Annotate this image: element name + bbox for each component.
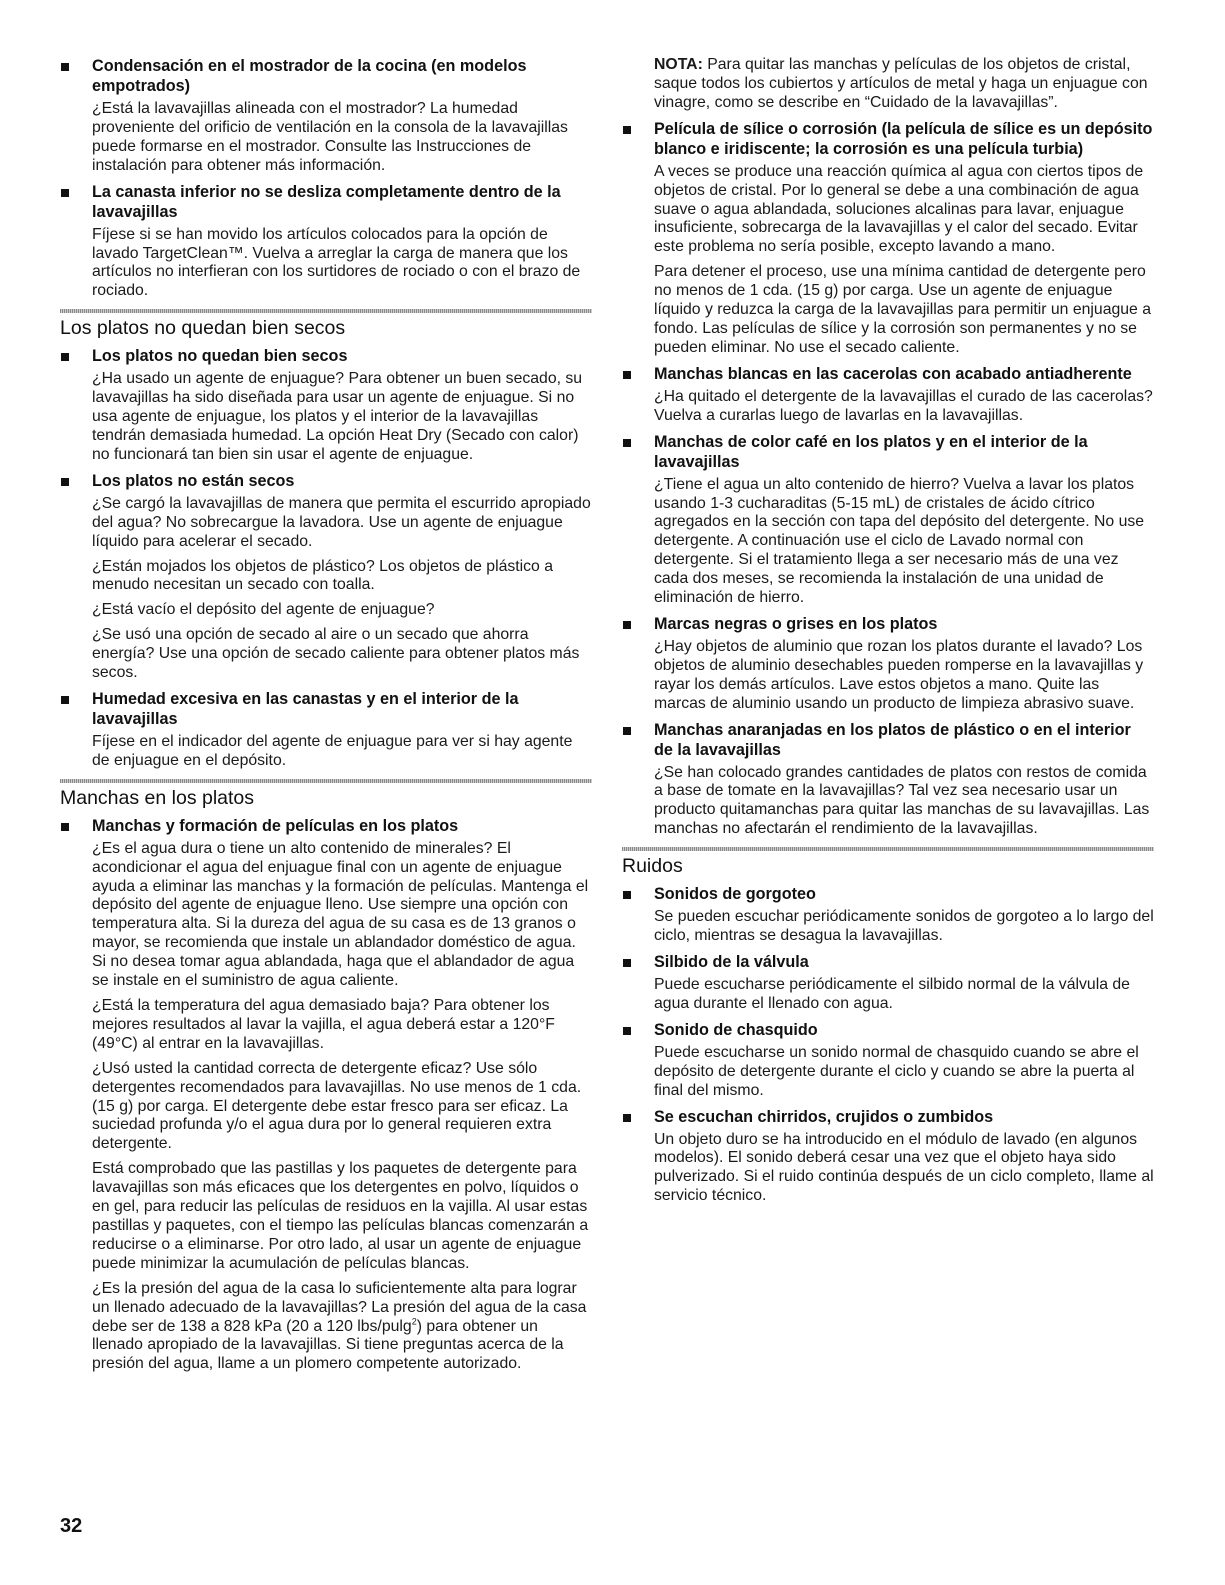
section-title: Manchas en los platos: [60, 786, 255, 809]
item-paragraph: Se pueden escuchar periódicamente sonidos de gorgoteo a lo largo del ciclo, mientras se desagua la lavavajillas.: [654, 908, 1154, 945]
item-paragraph: ¿Hay objetos de aluminio que rozan los platos durante el lavado? Los objetos de aluminio desechables pueden romperse en la lavavajillas y rayar los demás artículos. Lave estos objetos a mano. Quite las marcas de aluminio usando un producto de limpieza abrasivo suave.: [654, 637, 1144, 712]
item-paragraph: ¿Está la lavavajillas alineada con el mostrador? La humedad proveniente del orificio de ventilación en la consola de la lavavajillas puede formarse en el mostrador. Consulte las Instrucciones de instalación para obtener más información.: [92, 100, 568, 174]
item-paragraph: ¿Ha usado un agente de enjuague? Para obtener un buen secado, su lavavajillas ha sido diseñada para usar un agente de enjuague. Si no usa agente de enjuague, los platos y el interior de la lavavajillas tendrán demasiada humedad. La opción Heat Dry (Secado con calor) no funcionará tan bien sin usar el agente de enjuague.: [92, 370, 583, 463]
item-title: Humedad excesiva en las canastas y en el interior de la lavavajillas: [92, 689, 519, 728]
right-column: [622, 56, 1154, 1214]
section-divider: [60, 309, 592, 313]
item-title: Manchas blancas en las cacerolas con acabado antiadherente: [654, 364, 1132, 383]
item-paragraph: Fíjese si se han movido los artículos colocados para la opción de lavado TargetClean™. Vuelva a arreglar la carga de manera que los artículos no interfieran con los surtidores de rociado o con el brazo de rociado.: [92, 225, 581, 300]
square-bullet-icon: [61, 353, 69, 361]
troubleshoot-item: [622, 952, 1154, 1014]
item-title: Sonido de chasquido: [654, 1020, 818, 1039]
note-paragraph: [654, 56, 1154, 113]
square-bullet-icon: [623, 371, 631, 379]
section-title: Los platos no quedan bien secos: [60, 317, 346, 340]
item-paragraph: ¿Están mojados los objetos de plástico? Los objetos de plástico a menudo necesitan un secado con toalla.: [92, 557, 554, 594]
square-bullet-icon: [623, 1027, 631, 1035]
troubleshoot-item: [60, 182, 592, 302]
item-title: Sonidos de gorgoteo: [654, 885, 816, 904]
troubleshoot-item: [622, 1107, 1154, 1207]
note-text: Para quitar las manchas y películas de los objetos de cristal, saque todos los cubiertos y artículos de metal y haga un enjuague con vinagre, como se describe en “Cuidado de la lavavajillas”.: [654, 56, 1148, 111]
section-divider: [60, 779, 592, 783]
square-bullet-icon: [61, 63, 69, 71]
square-bullet-icon: [623, 891, 631, 899]
item-title: Película de sílice o corrosión (la película de sílice es un depósito blanco e iridiscente; la corrosión es una película turbia): [654, 119, 1153, 158]
troubleshoot-item: [60, 56, 592, 176]
item-title: Manchas y formación de películas en los platos: [92, 816, 459, 835]
item-paragraph: Puede escucharse un sonido normal de chasquido cuando se abre el depósito de detergente durante el ciclo y cuando se abre la puerta al final del mismo.: [654, 1043, 1139, 1099]
item-title: Los platos no quedan bien secos: [92, 347, 348, 366]
item-title: Marcas negras o grises en los platos: [654, 614, 938, 633]
pressure-text-after: ) para obtener un llenado apropiado de la lavavajillas. Si tiene preguntas acerca de la presión del agua, llame a un plomero competente autorizado.: [92, 1317, 564, 1373]
item-paragraph: ¿Está vacío el depósito del agente de enjuague?: [92, 601, 435, 619]
note-label: NOTA:: [654, 56, 703, 73]
section-noises: [622, 847, 1154, 1206]
item-paragraph: ¿Usó usted la cantidad correcta de detergente eficaz? Use sólo detergentes recomendados para lavavajillas. No use menos de 1 cda. (15 g) por carga. El detergente debe estar fresco para ser eficaz. La suciedad profunda y/o el agua dura por lo general requieren extra detergente.: [92, 1059, 582, 1153]
square-bullet-icon: [623, 621, 631, 629]
item-paragraph: Fíjese en el indicador del agente de enjuague para ver si hay agente de enjuague en el depósito.: [92, 732, 573, 769]
item-paragraph: ¿Se cargó la lavavajillas de manera que permita el escurrido apropiado del agua? No sobrecargue la lavadora. Use un agente de enjuague líquido para acelerar el secado.: [92, 494, 591, 550]
troubleshoot-item: [60, 346, 592, 465]
square-bullet-icon: [61, 478, 69, 486]
troubleshoot-item: [622, 364, 1154, 426]
item-title: Manchas de color café en los platos y en el interior de la lavavajillas: [654, 432, 1088, 471]
item-paragraph: ¿Se han colocado grandes cantidades de platos con restos de comida a base de tomate en la lavavajillas? Tal vez sea necesario usar un producto quitamanchas para quitar las manchas de su lavavajillas. Las manchas no afectarán el rendimiento de la lavavajillas.: [654, 763, 1150, 838]
troubleshoot-item: [622, 884, 1154, 946]
square-bullet-icon: [623, 126, 631, 134]
square-bullet-icon: [61, 189, 69, 197]
item-paragraph: ¿Tiene el agua un alto contenido de hierro? Vuelva a lavar los platos usando 1-3 cucharaditas (5-15 mL) de cristales de ácido cítrico agregados en la sección con tapa del depósito del detergente. No use detergente. A continuación use el ciclo de Lavado normal con detergente. Si el tratamiento llega a ser necesario más de una vez cada dos meses, se recomienda la instalación de una unidad de eliminación de hierro.: [654, 475, 1145, 607]
item-title: Se escuchan chirridos, crujidos o zumbidos: [654, 1107, 994, 1126]
troubleshoot-item: [622, 720, 1154, 840]
troubleshoot-item: [622, 119, 1154, 358]
troubleshoot-item: [60, 689, 592, 771]
item-title: Los platos no están secos: [92, 471, 295, 490]
square-bullet-icon: [61, 696, 69, 704]
water-pressure-paragraph: [92, 1280, 592, 1375]
square-bullet-icon: [623, 1114, 631, 1122]
item-paragraph: Puede escucharse periódicamente el silbido normal de la válvula de agua durante el llenado con agua.: [654, 976, 1130, 1012]
section-divider: [622, 847, 1154, 851]
troubleshoot-item: [60, 816, 592, 1374]
item-paragraph: Un objeto duro se ha introducido en el módulo de lavado (en algunos modelos). El sonido deberá cesar una vez que el objeto haya sido pulverizado. Si el ruido continúa después de un ciclo completo, llame al servicio técnico.: [654, 1130, 1154, 1205]
square-bullet-icon: [623, 959, 631, 967]
item-paragraph: ¿Está la temperatura del agua demasiado baja? Para obtener los mejores resultados al lavar la vajilla, el agua deberá estar a 120°F (49°C) al entrar en la lavavajillas.: [92, 997, 555, 1052]
item-paragraph: ¿Es el agua dura o tiene un alto contenido de minerales? El acondicionar el agua del enjuague final con un agente de enjuague ayuda a eliminar las manchas y la formación de películas. Mantenga el depósito del agente de enjuague lleno. Use siempre una opción con temperatura alta. Si la dureza del agua de su casa es de 13 granos o mayor, se recomienda que instale un ablandador doméstico de agua. Si no desea tomar agua ablandada, haga que el ablandador de agua se instale en el suministro de agua caliente.: [92, 839, 589, 990]
section-dry: [60, 309, 592, 771]
troubleshoot-item: [60, 471, 592, 683]
item-paragraph: A veces se produce una reacción química al agua con ciertos tipos de objetos de cristal. Por lo general se debe a una combinación de agua suave o agua ablandada, soluciones alcalinas para lavar, enjuague insuficiente, sobrecarga de la lavavajillas y el calor del secado. Evitar este problema no sería posible, excepto lavando a mano.: [654, 162, 1144, 256]
item-title: Manchas anaranjadas en los platos de plástico o en el interior de la lavavajillas: [654, 720, 1131, 759]
section-title: Ruidos: [622, 855, 683, 878]
troubleshoot-item: [622, 432, 1154, 608]
item-paragraph: ¿Ha quitado el detergente de la lavavajillas el curado de las cacerolas? Vuelva a curarlas luego de lavarlas en la lavavajillas.: [654, 387, 1153, 424]
pressure-text-before: ¿Es la presión del agua de la casa lo suficientemente alta para lograr un llenado adecuado de la lavavajillas? La presión del agua de la casa debe ser de 138 a 828 kPa (20 a 120 lbs/pulg: [92, 1279, 587, 1335]
item-title: La canasta inferior no se desliza completamente dentro de la lavavajillas: [92, 182, 561, 221]
square-bullet-icon: [623, 439, 631, 447]
troubleshoot-item: [622, 1020, 1154, 1101]
item-paragraph: Está comprobado que las pastillas y los paquetes de detergente para lavavajillas son más eficaces que los detergentes en polvo, líquidos o en gel, para reducir las películas de residuos en la vajilla. Al usar estas pastillas y paquetes, con el tiempo las películas blancas comenzarán a reducirse o a eliminarse. Por otro lado, al usar un agente de enjuague puede minimizar la acumulación de películas blancas.: [92, 1160, 589, 1272]
item-title: Silbido de la válvula: [654, 953, 809, 971]
section-spots: [60, 779, 592, 1374]
left-column: [60, 56, 592, 1382]
item-paragraph: Para detener el proceso, use una mínima cantidad de detergente pero no menos de 1 cda. (15 g) por carga. Use un agente de enjuague líquido y reduzca la carga de la lavavajillas para permitir un enjuague a fondo. Las películas de sílice y la corrosión son permanentes y no se pueden eliminar. No use el secado caliente.: [654, 263, 1152, 356]
troubleshoot-item: [622, 614, 1154, 714]
square-bullet-icon: [623, 727, 631, 735]
page-number: 32: [60, 1515, 83, 1537]
superscript-exponent: 2: [411, 1316, 417, 1327]
item-paragraph: ¿Se usó una opción de secado al aire o un secado que ahorra energía? Use una opción de secado caliente para obtener platos más secos.: [92, 626, 580, 682]
square-bullet-icon: [61, 823, 69, 831]
item-title: Condensación en el mostrador de la cocina (en modelos empotrados): [92, 57, 527, 95]
